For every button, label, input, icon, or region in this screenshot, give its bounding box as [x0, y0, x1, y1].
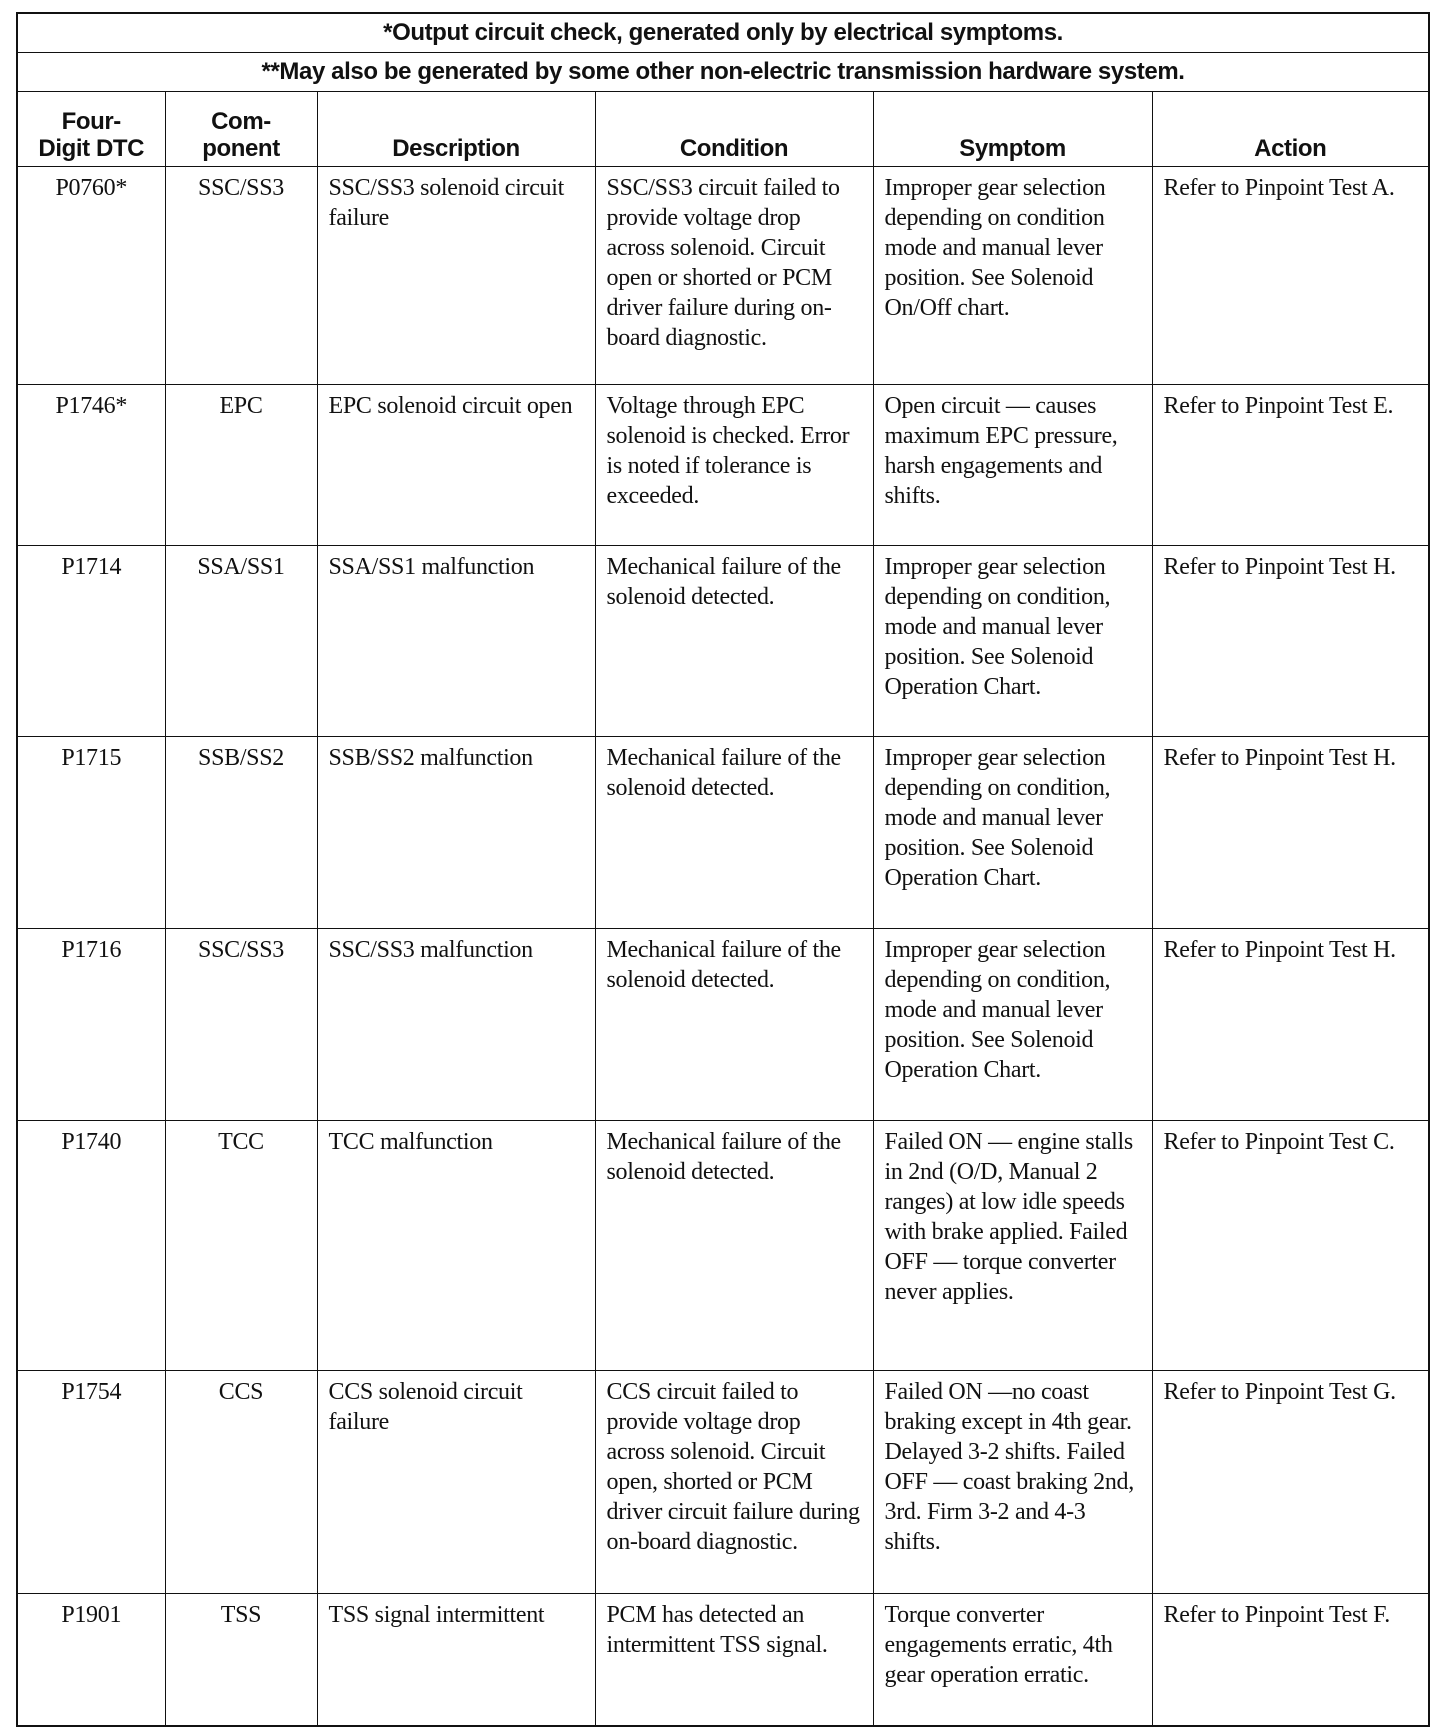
dtc-cell: P1754 [17, 1371, 165, 1594]
note-non-electric: **May also be generated by some other non-electric transmission hardware system. [17, 53, 1429, 92]
action-cell: Refer to Pinpoint Test F. [1152, 1594, 1429, 1726]
header-description: Description [317, 92, 595, 167]
action-cell: Refer to Pinpoint Test H. [1152, 546, 1429, 737]
condition-cell: Mechanical failure of the solenoid detected. [595, 546, 873, 737]
condition-cell: Mechanical failure of the solenoid detected. [595, 929, 873, 1121]
table-row [17, 1594, 1429, 1726]
description-cell: TCC malfunction [317, 1121, 595, 1371]
note-row-output-circuit [17, 13, 1429, 53]
description-cell: SSC/SS3 malfunction [317, 929, 595, 1121]
description-cell: EPC solenoid circuit open [317, 385, 595, 546]
component-cell: EPC [165, 385, 317, 546]
symptom-cell: Improper gear selection depending on condition, mode and manual lever position. See Solenoid Operation Chart. [873, 929, 1152, 1121]
header-component [165, 92, 317, 167]
condition-cell: Voltage through EPC solenoid is checked. Error is noted if tolerance is exceeded. [595, 385, 873, 546]
header-dtc-line1: Four- [61, 108, 121, 135]
symptom-cell: Open circuit — causes maximum EPC pressure, harsh engagements and shifts. [873, 385, 1152, 546]
condition-cell: PCM has detected an intermittent TSS signal. [595, 1594, 873, 1726]
dtc-cell: P0760* [17, 167, 165, 385]
note-row-non-electric [17, 53, 1429, 92]
header-component-line2: ponent [202, 135, 280, 162]
header-row [17, 92, 1429, 167]
action-cell: Refer to Pinpoint Test G. [1152, 1371, 1429, 1594]
header-dtc-line2: Digit DTC [38, 135, 145, 162]
action-cell: Refer to Pinpoint Test E. [1152, 385, 1429, 546]
table-row [17, 1121, 1429, 1371]
component-cell: SSB/SS2 [165, 737, 317, 929]
table-row [17, 546, 1429, 737]
component-cell: TSS [165, 1594, 317, 1726]
condition-cell: SSC/SS3 circuit failed to provide voltage drop across solenoid. Circuit open or shorted or PCM driver failure during on-board diagnostic. [595, 167, 873, 385]
description-cell: TSS signal intermittent [317, 1594, 595, 1726]
action-cell: Refer to Pinpoint Test C. [1152, 1121, 1429, 1371]
component-cell: TCC [165, 1121, 317, 1371]
symptom-cell: Improper gear selection depending on condition, mode and manual lever position. See Solenoid Operation Chart. [873, 737, 1152, 929]
condition-cell: Mechanical failure of the solenoid detected. [595, 1121, 873, 1371]
note-output-circuit: *Output circuit check, generated only by electrical symptoms. [17, 13, 1429, 53]
component-cell: SSC/SS3 [165, 167, 317, 385]
header-action: Action [1152, 92, 1429, 167]
dtc-cell: P1746* [17, 385, 165, 546]
header-condition: Condition [595, 92, 873, 167]
header-symptom: Symptom [873, 92, 1152, 167]
component-cell: SSC/SS3 [165, 929, 317, 1121]
dtc-cell: P1716 [17, 929, 165, 1121]
symptom-cell: Failed ON —no coast braking except in 4th gear. Delayed 3-2 shifts. Failed OFF — coast braking 2nd, 3rd. Firm 3-2 and 4-3 shifts. [873, 1371, 1152, 1594]
component-cell: CCS [165, 1371, 317, 1594]
dtc-cell: P1714 [17, 546, 165, 737]
table-row [17, 929, 1429, 1121]
dtc-cell: P1740 [17, 1121, 165, 1371]
dtc-table [16, 12, 1430, 1727]
action-cell: Refer to Pinpoint Test H. [1152, 737, 1429, 929]
description-cell: SSA/SS1 malfunction [317, 546, 595, 737]
dtc-cell: P1901 [17, 1594, 165, 1726]
symptom-cell: Improper gear selection depending on condition mode and manual lever position. See Solenoid On/Off chart. [873, 167, 1152, 385]
table-row [17, 1371, 1429, 1594]
dtc-cell: P1715 [17, 737, 165, 929]
table-row [17, 737, 1429, 929]
description-cell: SSB/SS2 malfunction [317, 737, 595, 929]
action-cell: Refer to Pinpoint Test H. [1152, 929, 1429, 1121]
table-row [17, 385, 1429, 546]
component-cell: SSA/SS1 [165, 546, 317, 737]
table-row [17, 167, 1429, 385]
symptom-cell: Torque converter engagements erratic, 4th gear operation erratic. [873, 1594, 1152, 1726]
header-component-line1: Com- [211, 108, 271, 135]
condition-cell: Mechanical failure of the solenoid detected. [595, 737, 873, 929]
header-dtc [17, 92, 165, 167]
description-cell: SSC/SS3 solenoid circuit failure [317, 167, 595, 385]
symptom-cell: Failed ON — engine stalls in 2nd (O/D, Manual 2 ranges) at low idle speeds with brake applied. Failed OFF — torque converter never applies. [873, 1121, 1152, 1371]
condition-cell: CCS circuit failed to provide voltage drop across solenoid. Circuit open, shorted or PCM driver circuit failure during on-board diagnostic. [595, 1371, 873, 1594]
action-cell: Refer to Pinpoint Test A. [1152, 167, 1429, 385]
description-cell: CCS solenoid circuit failure [317, 1371, 595, 1594]
symptom-cell: Improper gear selection depending on condition, mode and manual lever position. See Solenoid Operation Chart. [873, 546, 1152, 737]
